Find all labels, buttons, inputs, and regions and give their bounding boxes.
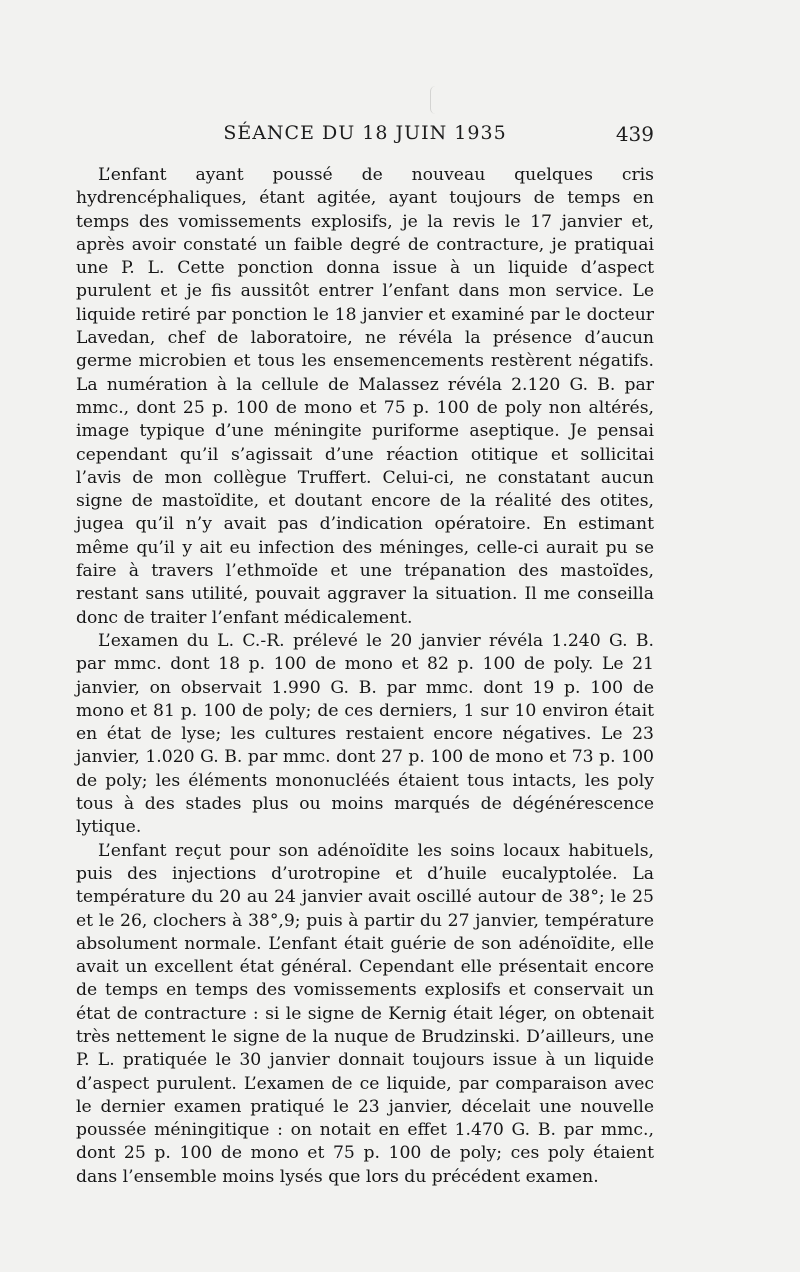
paragraph-3: L’enfant reçut pour son adénoïdite les soins locaux habituels, puis des injections d’urotropine et d’huile eucalyptolée. La température du 20 au 24 janvier avait oscillé autour de 38°; le 25 et le 26, clochers à 38°,9; puis à partir du 27 janvier, température absolument normale. L’enfant était guérie de son adénoïdite, elle avait un excellent état général. Cependant elle présentait encore de temps en temps des vomissements explosifs et conservait un état de contracture : si le signe de Kernig était léger, on obtenait très nettement le signe de la nuque de Brudzinski. D’ailleurs, une P. L. pratiquée le 30 janvier donnait toujours issue à un liquide d’aspect purulent. L’examen de ce liquide, par comparaison avec le dernier examen pratiqué le 23 janvier, décelait une nouvelle poussée méningitique : on notait en effet 1.470 G. B. par mmc., dont 25 p. 100 de mono et 75 p. 100 de poly; ces poly étaient dans l’ensemble moins lysés que lors du précédent examen. [76, 840, 654, 1187]
page-number: 439 [615, 122, 654, 146]
margin-mark [430, 86, 441, 114]
paragraph-2: L’examen du L. C.-R. prélevé le 20 janvier révéla 1.240 G. B. par mmc. dont 18 p. 100 de mono et 82 p. 100 de poly. Le 21 janvier, on observait 1.990 G. B. par mmc. dont 19 p. 100 de mono et 81 p. 100 de poly; de ces derniers, 1 sur 10 environ était en état de lyse; les cultures restaient encore négatives. Le 23 janvier, 1.020 G. B. par mmc. dont 27 p. 100 de mono et 73 p. 100 de poly; les éléments mononucléés étaient tous intacts, les poly tous à des stades plus ou moins marqués de dégénérescence lytique. [76, 630, 654, 838]
body-text [76, 164, 654, 1189]
paragraph-1: L’enfant ayant poussé de nouveau quelques cris hydrencéphaliques, étant agitée, ayant toujours de temps en temps des vomissements explosifs, je la revis le 17 janvier et, après avoir constaté un faible degré de contracture, je pratiquai une P. L. Cette ponction donna issue à un liquide d’aspect purulent et je fis aussitôt entrer l’enfant dans mon service. Le liquide retiré par ponction le 18 janvier et examiné par le docteur Lavedan, chef de laboratoire, ne révéla la présence d’aucun germe microbien et tous les ensemencements restèrent négatifs. La numération à la cellule de Malassez révéla 2.120 G. B. par mmc., dont 25 p. 100 de mono et 75 p. 100 de poly non altérés, image typique d’une méningite puriforme aseptique. Je pensai cependant qu’il s’agissait d’une réaction otitique et sollicitai l’avis de mon collègue Truffert. Celui-ci, ne constatant aucun signe de mastoïdite, et doutant encore de la réalité des otites, jugea qu’il n’y avait pas d’indication opératoire. En estimant même qu’il y ait eu infection des méninges, celle-ci aurait pu se faire à travers l’ethmoïde et une trépanation des mastoïdes, restant sans utilité, pouvait aggraver la situation. Il me conseilla donc de traiter l’enfant médicalement. [76, 165, 654, 628]
running-head: SÉANCE DU 18 JUIN 1935 [223, 122, 507, 144]
page-header [76, 122, 654, 154]
